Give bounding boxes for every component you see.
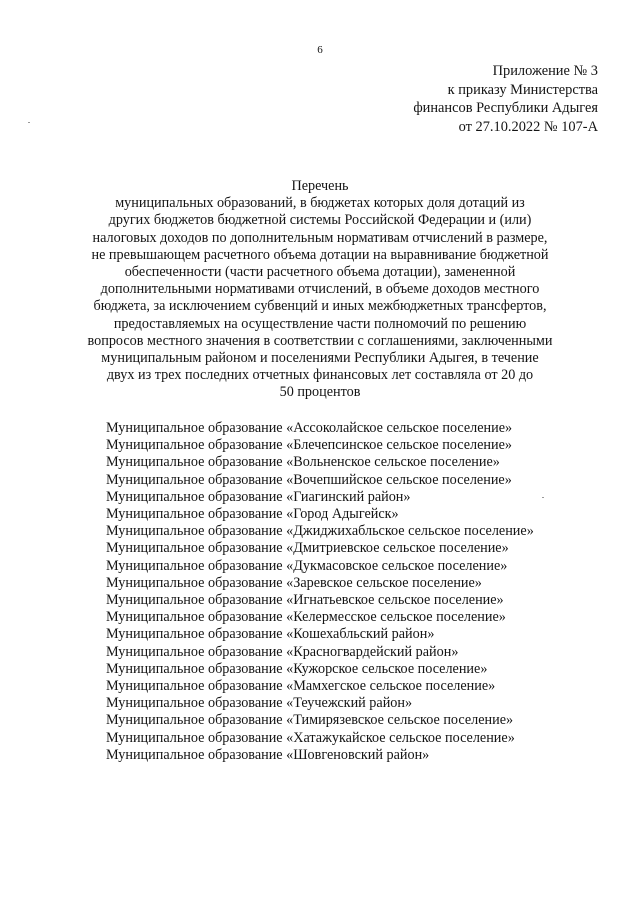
list-item: Муниципальное образование «Вольненское сельское поселение» <box>106 454 500 471</box>
list-item: Муниципальное образование «Джиджихабльское сельское поселение» <box>106 523 534 540</box>
appendix-line: от 27.10.2022 № 107-А <box>458 118 598 135</box>
heading-line: муниципальных образований, в бюджетах которых доля дотаций из <box>115 195 525 212</box>
page-number: 6 <box>317 44 323 56</box>
heading-line: муниципальным районом и поселениями Республики Адыгея, в течение <box>101 350 539 367</box>
appendix-line: Приложение № 3 <box>492 63 598 79</box>
document-title <box>0 178 640 402</box>
heading-line: дополнительными нормативами отчислений, в объеме доходов местного <box>100 281 540 298</box>
list-item: Муниципальное образование «Игнатьевское сельское поселение» <box>106 592 504 609</box>
scan-speck <box>28 122 30 123</box>
heading-line: вопросов местного значения в соответствии с соглашениями, заключенными <box>87 332 553 349</box>
heading-line: Перечень <box>291 178 349 194</box>
list-item: Муниципальное образование «Заревское сельское поселение» <box>106 574 482 591</box>
list-item: Муниципальное образование «Мамхегское сельское поселение» <box>106 678 496 695</box>
list-item: Муниципальное образование «Теучежский район» <box>106 695 413 712</box>
heading-line: предоставляемых на осуществление части полномочий по решению <box>113 315 527 332</box>
list-item: Муниципальное образование «Вочепшийское сельское поселение» <box>106 471 512 488</box>
scan-speck <box>542 497 544 498</box>
appendix-block <box>413 62 598 136</box>
municipality-list <box>106 420 534 764</box>
list-item: Муниципальное образование «Хатажукайское сельское поселение» <box>106 729 515 746</box>
list-item: Муниципальное образование «Дмитриевское сельское поселение» <box>106 540 509 557</box>
list-item: Муниципальное образование «Город Адыгейск» <box>106 506 399 523</box>
appendix-line: финансов Республики Адыгея <box>413 100 598 116</box>
list-item: Муниципальное образование «Гиагинский район» <box>106 488 411 505</box>
heading-line: двух из трех последних отчетных финансовых лет составляла от 20 до <box>106 367 534 384</box>
heading-line: 50 процентов <box>279 384 361 401</box>
heading-line: бюджета, за исключением субвенций и иных межбюджетных трансфертов, <box>93 298 547 315</box>
list-item: Муниципальное образование «Кужорское сельское поселение» <box>106 660 488 677</box>
list-item: Муниципальное образование «Келермесское сельское поселение» <box>106 609 506 626</box>
heading-line: налоговых доходов по дополнительным нормативам отчислений в размере, <box>92 229 548 246</box>
heading-line: не превышающем расчетного объема дотации на выравнивание бюджетной <box>91 246 549 263</box>
list-item: Муниципальное образование «Блечепсинское сельское поселение» <box>106 437 512 454</box>
heading-line: других бюджетов бюджетной системы Российской Федерации и (или) <box>108 212 532 229</box>
list-item: Муниципальное образование «Дукмасовское сельское поселение» <box>106 557 508 574</box>
list-item: Муниципальное образование «Шовгеновский район» <box>106 746 430 763</box>
list-item: Муниципальное образование «Тимирязевское сельское поселение» <box>106 712 514 729</box>
list-item: Муниципальное образование «Кошехабльский район» <box>106 626 435 643</box>
list-item: Муниципальное образование «Красногвардейский район» <box>106 643 459 660</box>
list-item: Муниципальное образование «Ассоколайское сельское поселение» <box>106 420 513 436</box>
heading-line: обеспеченности (части расчетного объема дотации), замененной <box>124 264 516 281</box>
appendix-line: к приказу Министерства <box>447 81 598 98</box>
